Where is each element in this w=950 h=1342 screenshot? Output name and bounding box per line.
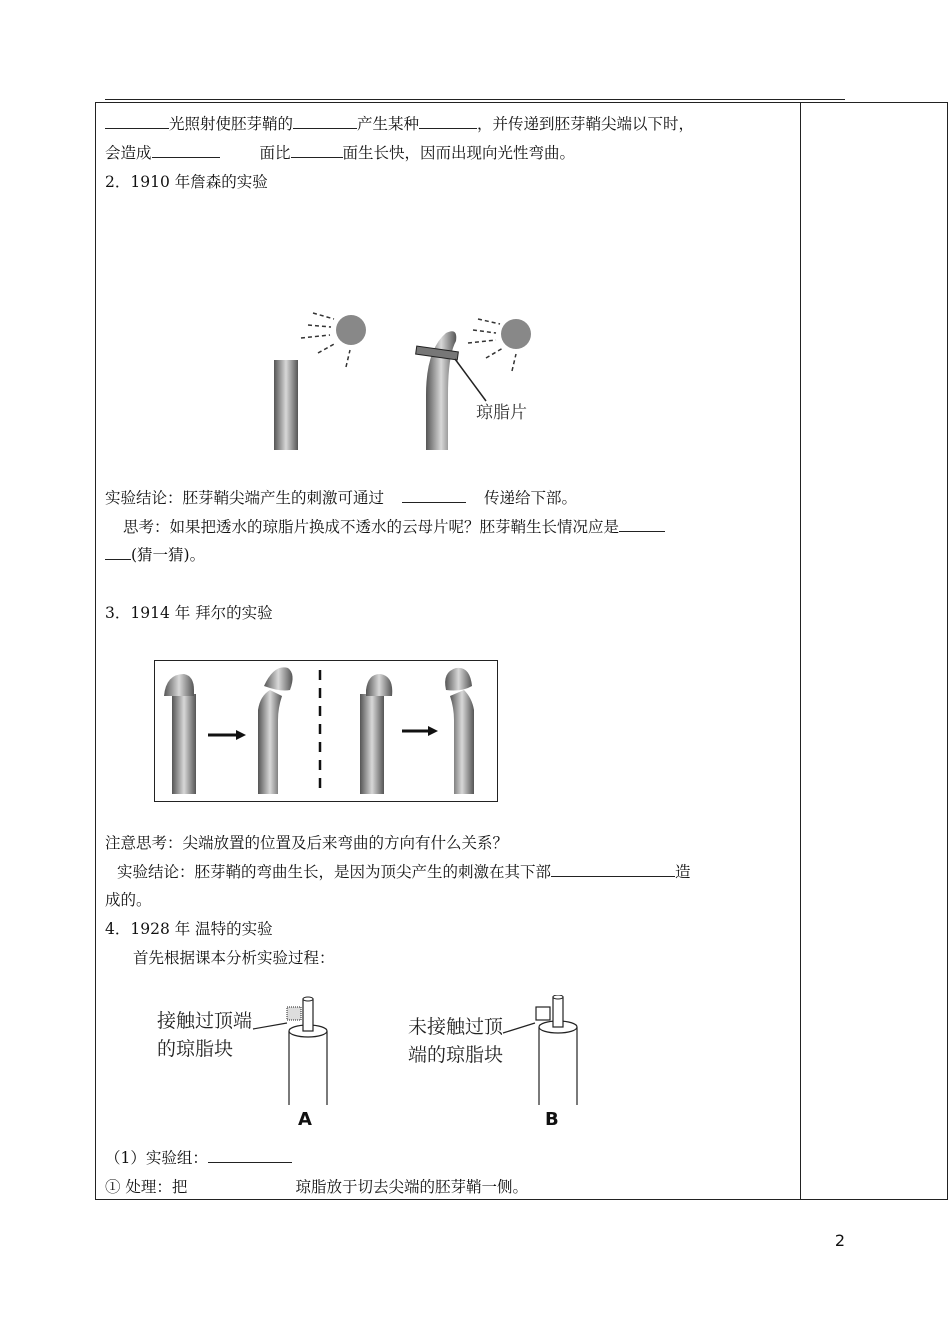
blank bbox=[105, 114, 169, 129]
section-4-item1: （1）实验组： bbox=[105, 1148, 292, 1168]
fig-a-letter: A bbox=[298, 1109, 312, 1130]
went-experiment-figure bbox=[155, 995, 595, 1130]
section-2-think-line1: 思考：如果把透水的琼脂片换成不透水的云母片呢？胚芽鞘生长情况应是 bbox=[123, 517, 665, 537]
decapitated-coleoptile bbox=[274, 360, 298, 450]
section-3-note: 注意思考：尖端放置的位置及后来弯曲的方向有什么关系？ bbox=[105, 834, 509, 852]
light-source-icon bbox=[501, 319, 531, 349]
jensen-experiment-figure bbox=[268, 305, 568, 455]
section-2-conclusion: 实验结论：胚芽鞘尖端产生的刺激可通过 传递给下部。 bbox=[105, 489, 578, 507]
blank bbox=[419, 114, 477, 129]
header-rule bbox=[105, 99, 845, 100]
section-2-think-line2: (猜一猜)。 bbox=[105, 545, 205, 565]
agar-block-touched-icon bbox=[287, 1007, 301, 1020]
light-source-icon bbox=[336, 315, 366, 345]
fig-b-label-line2: 端的琼脂块 bbox=[408, 1044, 504, 1066]
blank bbox=[152, 143, 220, 158]
blank bbox=[208, 1148, 292, 1163]
blank bbox=[402, 488, 466, 503]
section-3-conclusion: 实验结论：胚芽鞘的弯曲生长，是因为顶尖产生的刺激在其下部 造 bbox=[117, 863, 691, 881]
fig-b-label-line1: 未接触过顶 bbox=[408, 1016, 504, 1038]
blank bbox=[293, 114, 357, 129]
fig-a-label-line2: 的琼脂块 bbox=[157, 1038, 234, 1060]
agar-sheet-label: 琼脂片 bbox=[476, 403, 527, 423]
section-4-intro: 首先根据课本分析实验过程： bbox=[133, 949, 335, 967]
fig-a-label-line1: 接触过顶端 bbox=[157, 1010, 253, 1032]
page-number: 2 bbox=[834, 1231, 845, 1250]
paal-experiment-figure bbox=[154, 660, 498, 802]
section-3-heading: 3．1914 年 拜尔的实验 bbox=[105, 604, 273, 622]
agar-block-untouched-icon bbox=[536, 1007, 550, 1020]
fig-b-letter: B bbox=[545, 1109, 559, 1130]
section-2-heading: 2．1910 年詹森的实验 bbox=[105, 173, 268, 191]
blank bbox=[291, 143, 343, 158]
table-column-divider bbox=[800, 102, 801, 1200]
blank bbox=[105, 545, 131, 560]
blank bbox=[551, 862, 675, 877]
section-3-conclusion-end: 成的。 bbox=[105, 891, 152, 909]
section-4-item2: ① 处理：把 琼脂放于切去尖端的胚芽鞘一侧。 bbox=[105, 1178, 528, 1196]
blank bbox=[619, 517, 665, 532]
para1-line1: 光照射使胚芽鞘的 产生某种 ，并传递到胚芽鞘尖端以下时， bbox=[105, 114, 694, 134]
para1-line2: 会造成 面比 面生长快，因而出现向光性弯曲。 bbox=[105, 144, 576, 162]
section-4-heading: 4．1928 年 温特的实验 bbox=[105, 920, 273, 938]
